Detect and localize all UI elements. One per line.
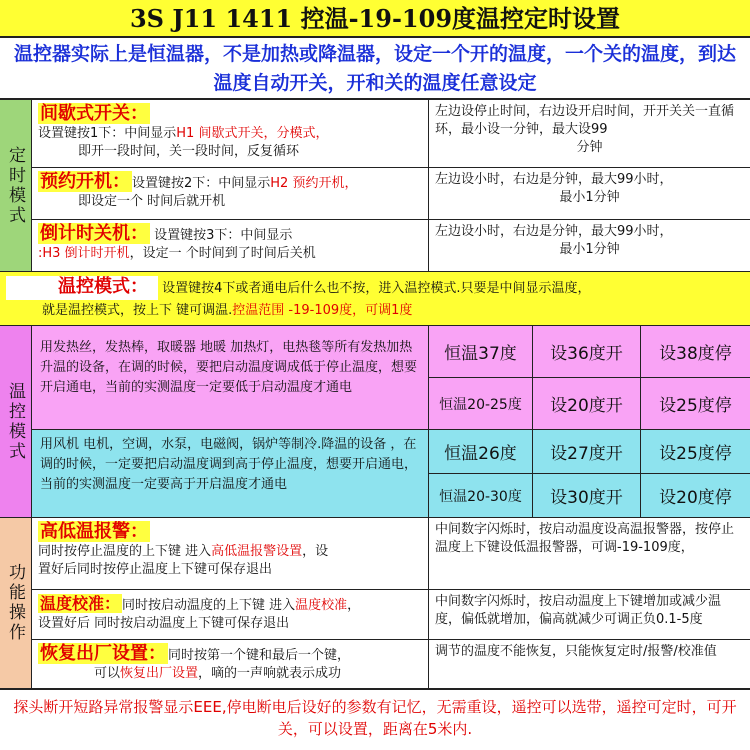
timer-row-3-heading: 倒计时关机：	[40, 223, 148, 244]
func-row-2-line1-end: ，	[347, 598, 361, 613]
cooling-description: 用风机 电机，空调，水泵，电磁阀，锅炉等制冷.降温的设备 ，在调的时候，一定要把启动温度调到高于停止温度，想要开启通电，当前的实测温度一定要高于开启温度才通电	[32, 430, 428, 518]
heating-description: 用发热丝，发热棒，取暖器 地暖 加热灯，电热毯等所有发热加热升温的设备，在调的时候，要把启动温度调成低于停止温度，想要开启通电，当前的实测温度一定要低于启动温度才通电	[32, 326, 428, 430]
heating-stop-1: 设38度停	[640, 326, 750, 378]
func-row-3-line2-red: 恢复出厂设置	[120, 666, 199, 681]
intro-text: 温控器实际上是恒温器，不是加热或降温器，设定一个开的温度，一个关的温度，到达温度自动开关，开和关的温度任意设定	[0, 38, 750, 100]
timer-row-1-left	[32, 100, 428, 168]
func-row-2-line1-red: 温度校准	[295, 598, 348, 613]
timer-row-3-right	[428, 220, 750, 272]
cooling-mode-2: 恒温20-30度	[428, 474, 532, 518]
timer-row-3-right-line2: 最小1分钟	[559, 242, 620, 257]
cooling-start-2: 设30度开	[532, 474, 640, 518]
section-label-func: 功能操作	[0, 518, 32, 688]
func-row-1-left	[32, 518, 428, 590]
timer-row-2-line2: 即设定一个 时间后就开机	[78, 194, 226, 209]
timer-row-1-line1: 设置键按1下：中间显示	[38, 126, 177, 141]
func-row-2-right: 中间数字闪烁时，按启动温度上下键增加或减少温度，偏低就增加，偏高就减少可调正负0.1-5度	[428, 590, 750, 640]
func-row-1-heading: 高低温报警：	[40, 521, 148, 542]
func-row-2-line1: 同时按启动温度的上下键 进入	[122, 598, 296, 613]
cooling-start-1: 设27度开	[532, 430, 640, 474]
timer-row-2-line1: 设置键按2下：中间显示	[132, 176, 271, 191]
timer-row-2-line1-red: H2 预约开机，	[270, 176, 358, 191]
func-row-2-left	[32, 590, 428, 640]
func-row-2-line2: 设置好后 同时按启动温度上下键可保存退出	[38, 616, 290, 631]
timer-row-1-line1-red: H1 间歇式开关，分模式，	[176, 126, 329, 141]
func-row-1-right: 中间数字闪烁时，按启动温度设高温报警器，按停止温度上下键设低温报警器，可调-19-109度，	[428, 518, 750, 590]
func-row-1-line1: 同时按停止温度的上下键 进入	[38, 544, 212, 559]
timer-row-2-right	[428, 168, 750, 220]
timer-row-1-heading: 间歇式开关：	[40, 103, 148, 124]
temp-mode-line2-red: 控温范围 -19-109度，可调1度	[232, 303, 413, 318]
timer-row-2-right-line1: 左边设小时，右边是分钟，最大99小时，	[435, 172, 673, 187]
temp-mode-heading: 温控模式：	[58, 276, 148, 297]
func-row-3-left	[32, 640, 428, 688]
timer-row-1-line2: 即开一段时间，关一段时间，反复循环	[78, 144, 300, 159]
func-row-1-line2: 置好后同时按停止温度上下键可保存退出	[38, 562, 273, 577]
section-label-timer: 定时模式	[0, 100, 32, 272]
timer-row-1-right-line2: 分钟	[576, 140, 603, 155]
footer-note: 探头断开短路异常报警显示EEE,停电断电后设好的参数有记忆，无需重设，遥控可以选带，遥控可定时，可开关，可以设置，距离在5米内.	[0, 688, 750, 750]
heating-stop-2: 设25度停	[640, 378, 750, 430]
func-row-3-line1: 同时按第一个键和最后一个键，	[168, 648, 351, 663]
func-row-3-line2: ，嘀的一声响就表示成功	[198, 666, 342, 681]
func-row-3-right: 调节的温度不能恢复，只能恢复定时/报警/校准值	[428, 640, 750, 688]
timer-row-3-line2-red: :H3 倒计时开机	[38, 246, 130, 261]
cooling-mode-1: 恒温26度	[428, 430, 532, 474]
page-title: 3S J11 1411 控温-19-109度温控定时设置	[0, 0, 750, 38]
func-row-3-line2-pre: 可以	[94, 666, 121, 681]
cooling-stop-1: 设25度停	[640, 430, 750, 474]
timer-row-3-left	[32, 220, 428, 272]
heating-start-2: 设20度开	[532, 378, 640, 430]
timer-row-3-right-line1: 左边设小时，右边是分钟，最大99小时，	[435, 224, 673, 239]
func-row-3-heading: 恢复出厂设置：	[40, 643, 166, 664]
temp-mode-line2: 就是温控模式，按上下 键可调温.	[42, 303, 233, 318]
timer-row-3-line1: 设置键按3下：中间显示	[154, 228, 293, 243]
func-row-1-line1-end: ，设	[302, 544, 329, 559]
timer-row-2-left	[32, 168, 428, 220]
cooling-stop-2: 设20度停	[640, 474, 750, 518]
heating-start-1: 设36度开	[532, 326, 640, 378]
timer-row-1-right	[428, 100, 750, 168]
temp-mode-line1: 设置键按4下或者通电后什么也不按，进入温控模式.只要是中间显示温度，	[162, 281, 591, 296]
timer-row-2-right-line2: 最小1分钟	[559, 190, 620, 205]
temp-mode-banner	[0, 272, 750, 326]
heating-mode-2: 恒温20-25度	[428, 378, 532, 430]
heating-mode-1: 恒温37度	[428, 326, 532, 378]
func-row-2-heading: 温度校准：	[40, 594, 121, 613]
timer-row-2-heading: 预约开机：	[40, 171, 130, 192]
section-label-temp: 温控模式	[0, 326, 32, 518]
timer-row-3-line2: ，设定一 个时间到了时间后关机	[129, 246, 316, 261]
timer-row-1-right-line1: 左边设停止时间，右边设开启时间，开开关关一直循环，最小设一分钟，最大设99	[435, 104, 735, 137]
func-row-1-line1-red: 高低温报警设置	[211, 544, 303, 559]
